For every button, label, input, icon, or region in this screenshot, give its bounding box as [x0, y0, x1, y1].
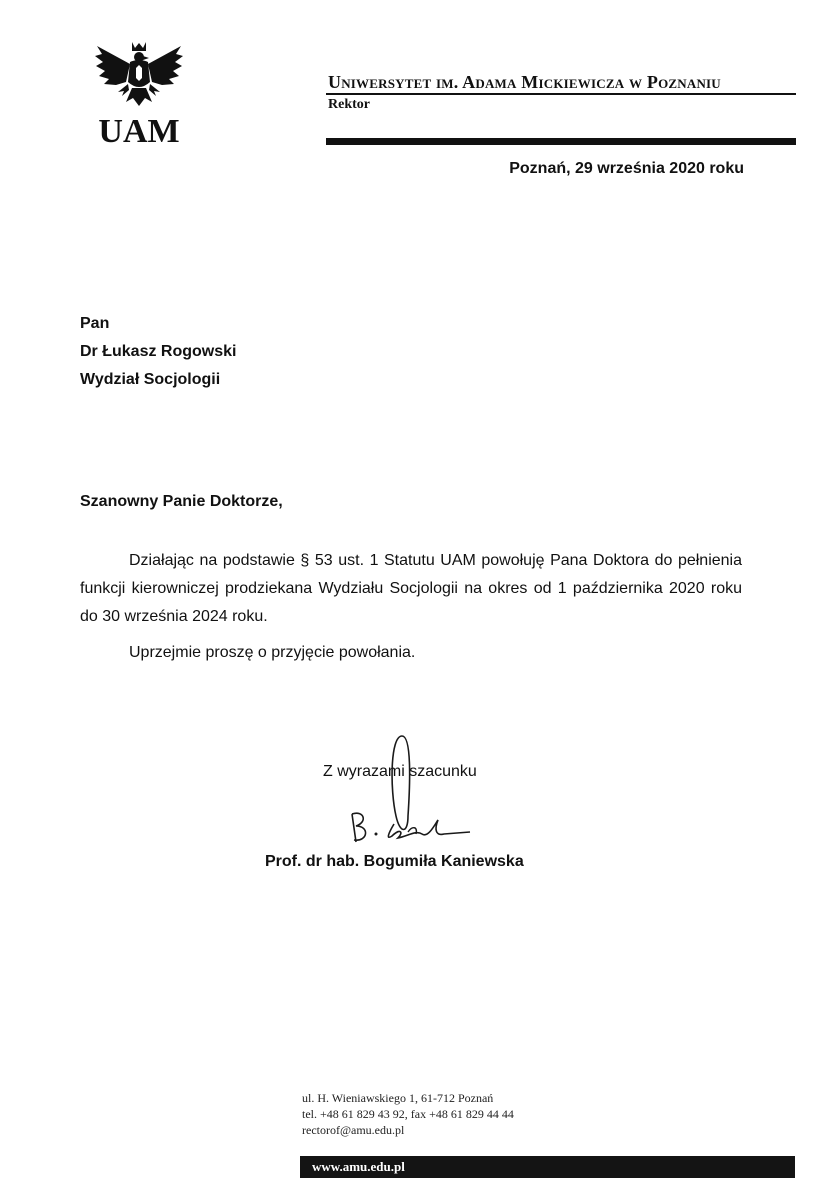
handwritten-signature	[330, 730, 480, 848]
footer-email: rectorof@amu.edu.pl	[302, 1123, 405, 1137]
signatory-name: Prof. dr hab. Bogumiła Kaniewska	[265, 853, 524, 870]
footer-contact	[302, 1090, 514, 1138]
eagle-emblem-icon	[92, 38, 187, 148]
header-rule	[326, 93, 796, 95]
footer-phone-line: tel. +48 61 829 43 92, fax +48 61 829 44 44	[302, 1107, 514, 1121]
signature-text: B. Kan	[330, 730, 334, 731]
recipient-name: Dr Łukasz Rogowski	[80, 343, 237, 360]
body-paragraph: Działając na podstawie § 53 ust. 1 Statutu UAM powołuję Pana Doktora do pełnienia funkcji kierowniczej prodziekana Wydziału Socjologii na okres od 1 października 2020 roku do 30 września 2024 roku.	[80, 552, 742, 625]
logo-text: UAM	[98, 113, 180, 148]
letter-body	[80, 547, 742, 667]
office-title: Rektor	[328, 97, 370, 112]
salutation: Szanowny Panie Doktorze,	[80, 493, 283, 510]
footer-website: www.amu.edu.pl	[312, 1159, 405, 1174]
footer-bar	[300, 1156, 795, 1178]
university-name: Uniwersytet im. Adama Mickiewicza w Poznaniu	[328, 72, 721, 92]
body-paragraph: Uprzejmie proszę o przyjęcie powołania.	[129, 644, 416, 661]
footer-address-line: ul. H. Wieniawskiego 1, 61-712 Poznań	[302, 1091, 494, 1105]
closing-phrase: Z wyrazami szacunku	[323, 763, 477, 780]
letter-date: Poznań, 29 września 2020 roku	[509, 160, 744, 177]
recipient-department: Wydział Socjologii	[80, 371, 221, 388]
uam-logo	[92, 38, 187, 148]
recipient-title: Pan	[80, 315, 110, 332]
recipient-block	[80, 310, 236, 394]
header-thick-rule	[326, 138, 796, 145]
